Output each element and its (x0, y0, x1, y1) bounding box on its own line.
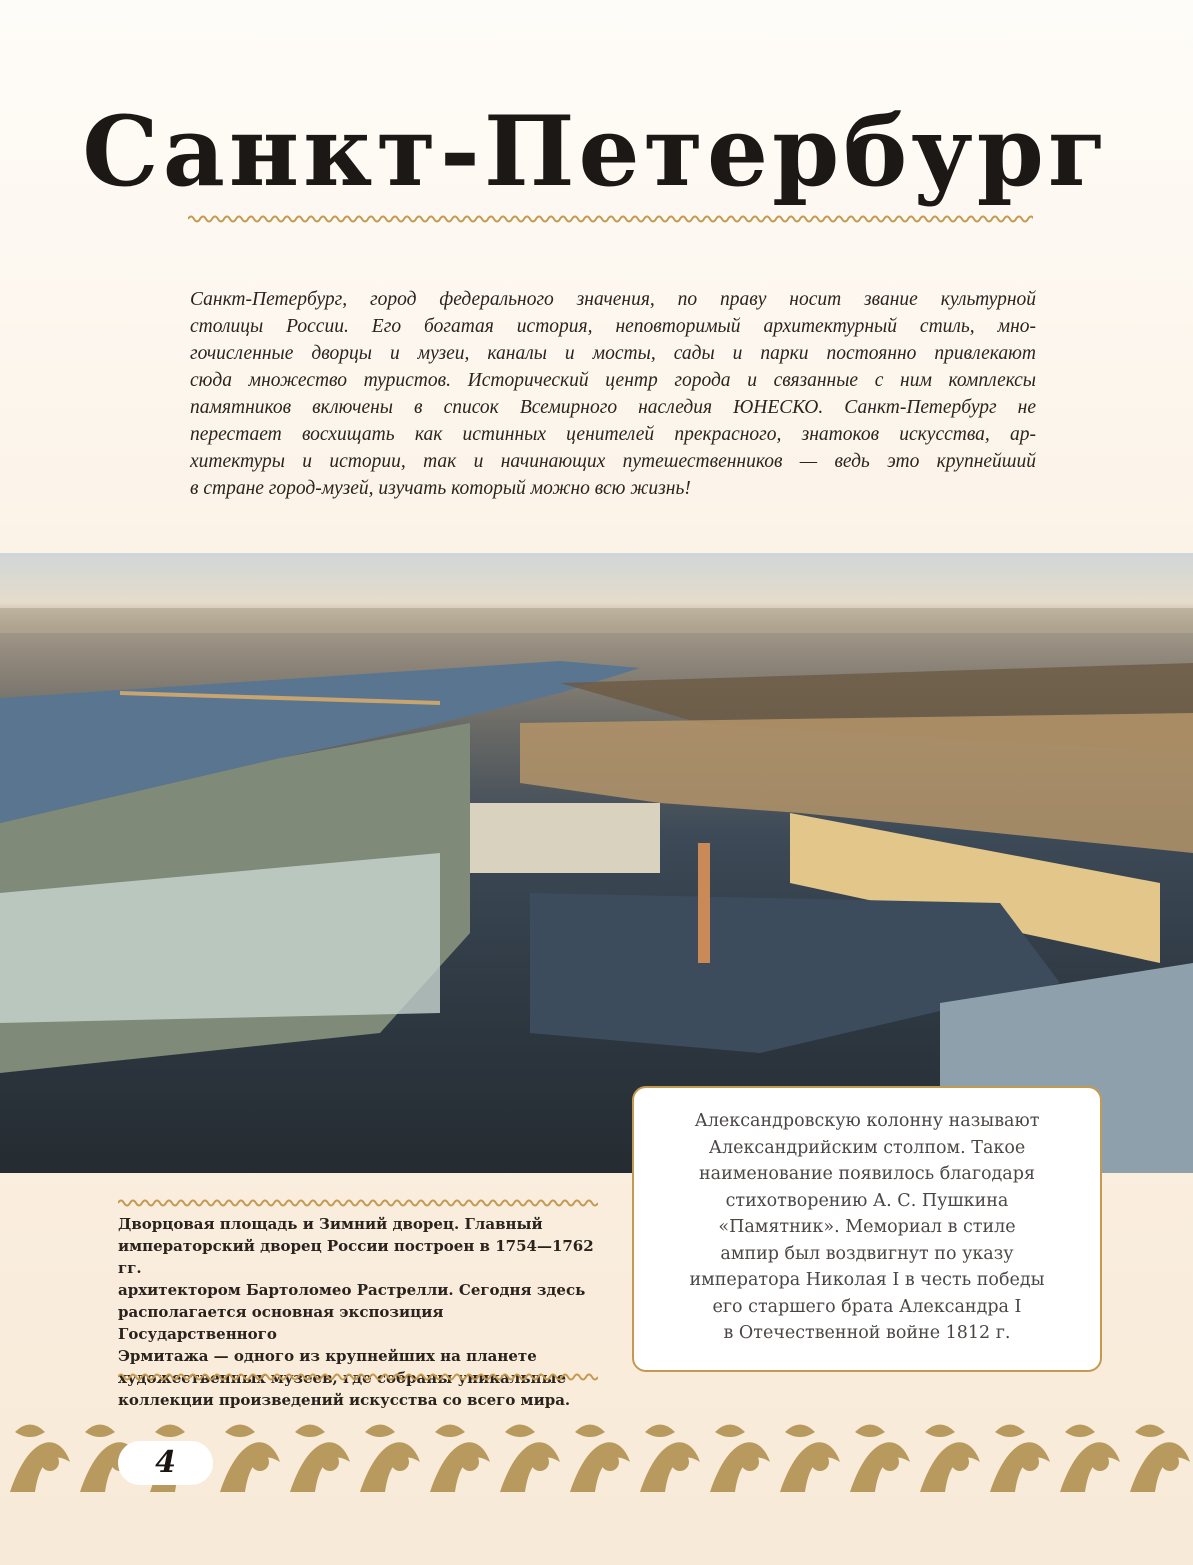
intro-line: Санкт-Петербург, город федерального значения, по праву носит звание культурной (190, 289, 1036, 310)
callout-line: Александровскую колонну называют (694, 1111, 1040, 1131)
caption-top-wave (118, 1197, 598, 1209)
callout-line: его старшего брата Александра I (712, 1296, 1022, 1317)
caption-line: императорский дворец России построен в 1754—1762 гг. (118, 1237, 594, 1277)
callout-line: стихотворению А. С. Пушкина (725, 1190, 1009, 1211)
intro-line: памятников включены в список Всемирного наследия ЮНЕСКО. Санкт-Петербург не (190, 397, 1036, 418)
callout-line: наименование появилось благодаря (698, 1164, 1035, 1184)
column-fact-callout (632, 1086, 1102, 1372)
intro-paragraph (190, 286, 1036, 502)
intro-line: столицы России. Его богатая история, неповторимый архитектурный стиль, мно- (190, 316, 1036, 337)
callout-line: Александрийским столпом. Такое (708, 1137, 1026, 1158)
title-wave-divider (188, 212, 1033, 226)
caption-line: коллекции произведений искусства со всего мира. (118, 1391, 571, 1409)
caption-line: Дворцовая площадь и Зимний дворец. Главный (118, 1215, 543, 1233)
photo-illustration (0, 553, 1193, 1173)
callout-line: ампир был воздвигнут по указу (720, 1243, 1014, 1264)
caption-line: художественных музеев, где собраны уникальные (118, 1369, 567, 1387)
alexander-column (698, 843, 710, 963)
caption-line: располагается основная экспозиция Государственного (118, 1303, 444, 1343)
caption-line: Эрмитажа — одного из крупнейших на планете (118, 1347, 537, 1365)
intro-line: перестает восхищать как истинных ценителей прекрасного, знатоков искусства, ар- (190, 424, 1036, 445)
caption-line: архитектором Бартоломео Растрелли. Сегодня здесь (118, 1281, 586, 1299)
intro-line: гочисленные дворцы и музеи, каналы и мосты, сады и парки постоянно привлекают (190, 343, 1036, 364)
callout-line: в Отечественной войне 1812 г. (723, 1323, 1011, 1343)
caption-bottom-wave (118, 1371, 598, 1383)
intro-line: сюда множество туристов. Исторический центр города и связанные с ним комплексы (190, 370, 1036, 391)
callout-line: «Памятник». Мемориал в стиле (718, 1217, 1016, 1237)
page-title: Санкт-Петербург (82, 95, 1111, 208)
intro-line: хитектуры и истории, так и начинающих путешественников — ведь это крупнейший (190, 451, 1036, 472)
palace-square-photo (0, 553, 1193, 1173)
intro-line: в стране город-музей, изучать который можно всю жизнь! (190, 478, 691, 499)
page-number: 4 (118, 1441, 213, 1485)
callout-line: императора Николая I в честь победы (689, 1270, 1045, 1290)
